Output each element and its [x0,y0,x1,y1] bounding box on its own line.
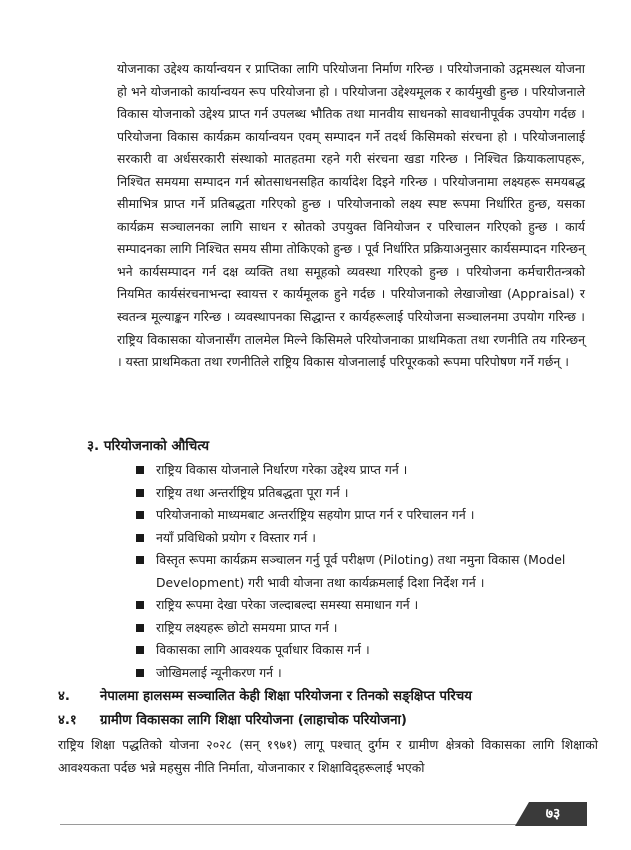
square-bullet-icon [136,601,144,609]
list-item [134,549,594,594]
section-4-number: ४. [58,689,70,704]
section-3-heading [87,436,209,454]
square-bullet-icon [136,489,144,497]
square-bullet-icon [136,556,144,564]
section-4-title: नेपालमा हालसम्म सञ्चालित केही शिक्षा परियोजना र तिनको सङ्क्षिप्त परिचय [100,689,472,704]
square-bullet-icon [136,646,144,654]
intro-paragraph: योजनाका उद्देश्य कार्यान्वयन र प्राप्तिका लागि परियोजना निर्माण गरिन्छ । परियोजनाको उद्गमस्थल योजना हो भने योजनाको कार्यान्वयन रूप परियोजना हो । परियोजना उद्देश्यमूलक र कार्यमुखी हुन्छ । परियोजनाले विकास योजनाको उद्देश्य प्राप्त गर्न उपलब्ध भौतिक तथा मानवीय साधनको सावधानीपूर्वक उपयोग गर्दछ । परियोजना विकास कार्यक्रम कार्यान्वयन एवम् सम्पादन गर्ने तदर्थ किसिमको संरचना हो । परियोजनालाई सरकारी वा अर्धसरकारी संस्थाको मातहतमा रहने गरी संरचना खडा गरिन्छ । निश्चित क्रियाकलापहरू, निश्चित समयमा सम्पादन गर्न स्रोतसाधनसहित कार्यादेश दिइने गरिन्छ । परियोजनामा लक्ष्यहरू समयबद्ध सीमाभित्र प्राप्त गर्ने प्रतिबद्धता गरिएको हुन्छ । परियोजनाको लक्ष्य स्पष्ट रूपमा निर्धारित हुन्छ, यसका कार्यक्रम सञ्चालनका लागि साधन र स्रोतको उपयुक्त विनियोजन र परिचालन गरिएको हुन्छ । कार्य सम्पादनका लागि निश्चित समय सीमा तोकिएको हुन्छ । पूर्व निर्धारित प्रक्रियाअनुसार कार्यसम्पादन गरिन्छन् भने कार्यसम्पादन गर्न दक्ष व्यक्ति तथा समूहको व्यवस्था गरिएको हुन्छ । परियोजना कर्मचारीतन्त्रको नियमित कार्यसंरचनाभन्दा स्वायत्त र कार्यमूलक हुने गर्दछ । परियोजनाको लेखाजोखा (Appraisal) र स्वतन्त्र मूल्याङ्कन गरिन्छ । व्यवस्थापनका सिद्धान्त र कार्यहरूलाई परियोजना सञ्चालनमा उपयोग गरिन्छ । राष्ट्रिय विकासका योजनासँग तालमेल मिल्ने किसिमले परियोजनाका प्राथमिकता तथा रणनीति तय गरिन्छन् । यस्ता प्राथमिकता तथा रणनीतिले राष्ट्रिय विकास योजनालाई परिपूरकको रूपमा परिपोषण गर्ने गर्छन् । [117,61,585,370]
square-bullet-icon [136,624,144,632]
list-item-text: परियोजनाको माध्यमबाट अन्तर्राष्ट्रिय सहयोग प्राप्त गर्न र परिचालन गर्न । [156,507,475,522]
list-item-text: नयाँ प्रविधिको प्रयोग र विस्तार गर्न । [156,529,316,545]
list-item-text: जोखिमलाई न्यूनीकरण गर्न । [156,664,282,680]
list-item-text: विकासका लागि आवश्यक पूर्वाधार विकास गर्न । [156,642,370,657]
list-item-text: विस्तृत रूपमा कार्यक्रम सञ्चालन गर्नु पूर्व परीक्षण (Piloting) तथा नमुना विकास (Model Development) गरी भावी योजना तथा कार्यक्रमलाई दिशा निर्देश गर्न । [156,552,566,590]
section-4-1-number: ४.१ [58,713,77,728]
section-3-number: ३. [87,438,100,454]
list-item [134,594,594,617]
list-item [134,459,594,482]
list-item [134,639,594,662]
section-4-1-paragraph: राष्ट्रिय शिक्षा पद्धतिको योजना २०२८ (सन् १९७१) लागू पश्चात् दुर्गम र ग्रामीण क्षेत्रको विकासका लागि शिक्षाको आवश्यकता पर्दछ भन्ने महसुस नीति निर्माता, योजनाकार र शिक्षाविद्हरूलाई भएको [58,737,598,775]
list-item [134,617,594,640]
section-3-title: परियोजनाको औचित्य [103,438,210,454]
justification-list [134,459,594,684]
list-item-text: राष्ट्रिय रूपमा देखा परेका जल्दाबल्दा समस्या समाधान गर्न । [156,597,419,612]
square-bullet-icon [136,669,144,677]
list-item-text: राष्ट्रिय तथा अन्तर्राष्ट्रिय प्रतिबद्धता पूरा गर्न । [156,484,349,500]
list-item [134,527,594,550]
square-bullet-icon [136,466,144,474]
page-number: ७३ [545,806,561,822]
footer-rule [60,824,520,825]
list-item [134,662,594,685]
square-bullet-icon [136,511,144,519]
list-item [134,504,594,527]
section-4-heading [58,686,598,704]
list-item [134,482,594,505]
list-item-text: राष्ट्रिय लक्ष्यहरू छोटो समयमा प्राप्त गर्न । [156,619,338,635]
section-4-1-heading [58,710,598,728]
section-4-1-title: ग्रामीण विकासका लागि शिक्षा परियोजना (लाहाचोक परियोजना) [100,713,407,728]
square-bullet-icon [136,534,144,542]
list-item-text: राष्ट्रिय विकास योजनाले निर्धारण गरेका उद्देश्य प्राप्त गर्न । [156,462,408,477]
